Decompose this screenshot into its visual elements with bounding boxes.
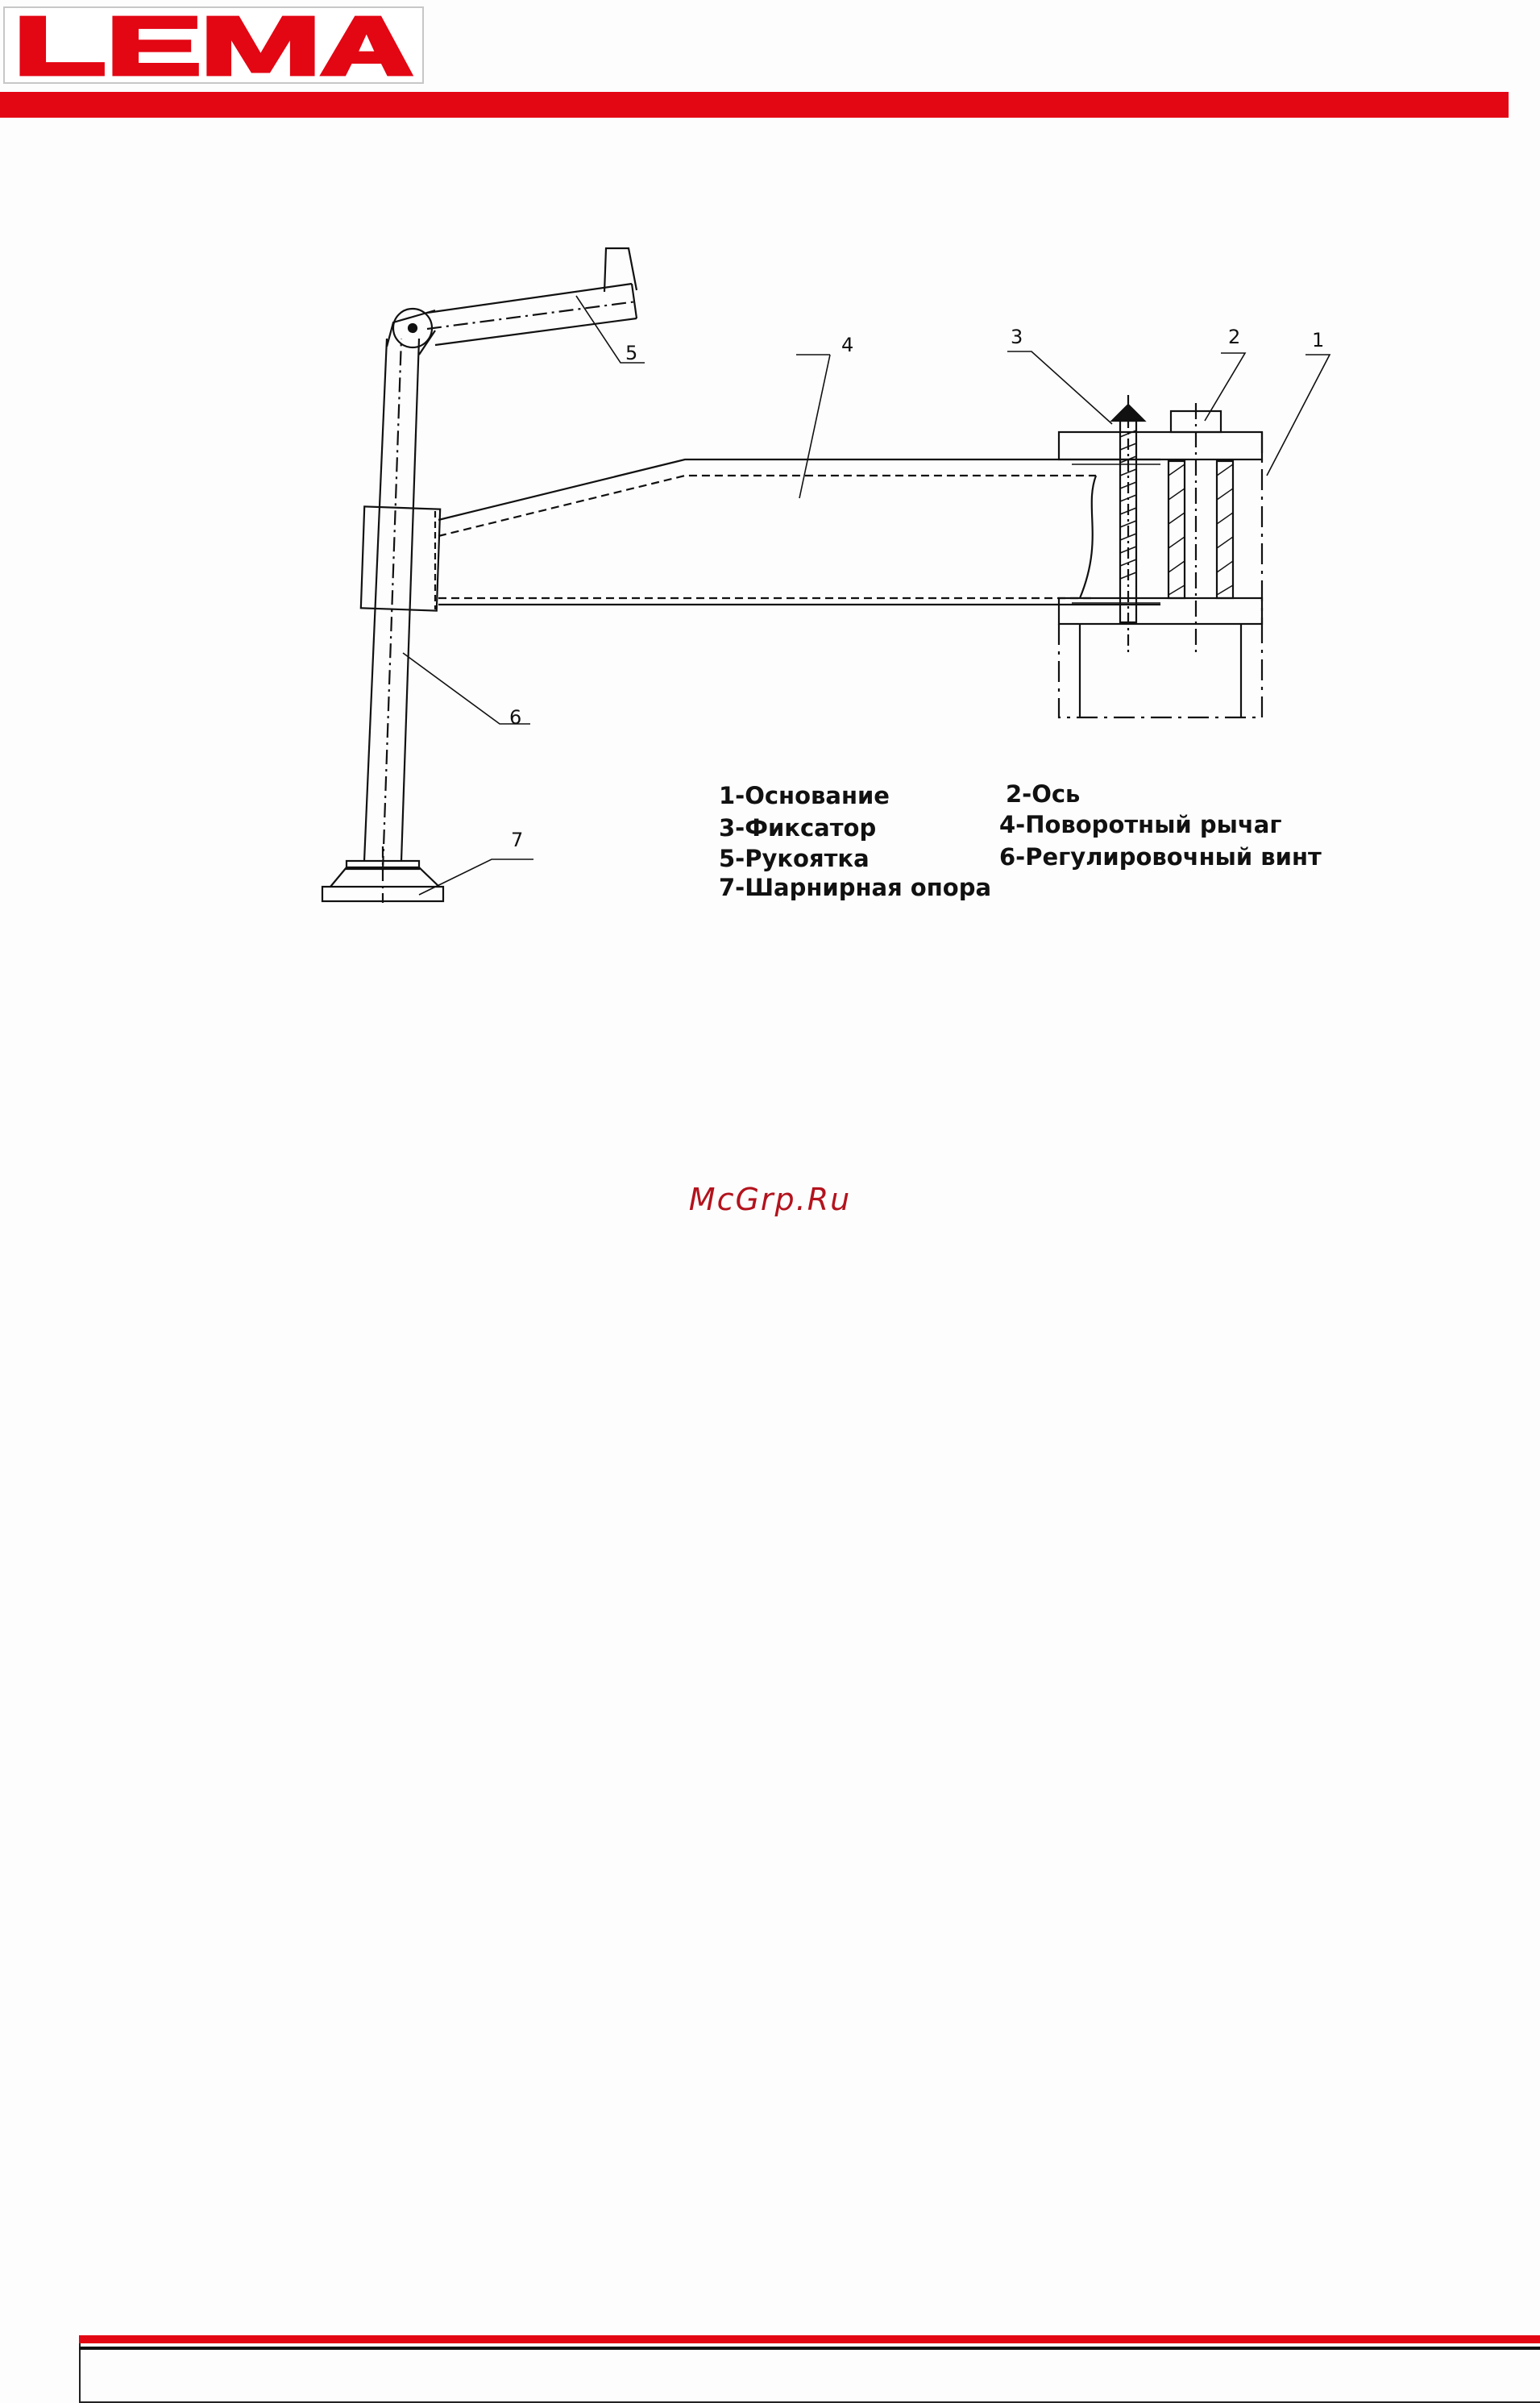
header-red-bar bbox=[0, 92, 1509, 118]
callout-2: 2 bbox=[1228, 326, 1241, 348]
legend-item-2: 2-Ось bbox=[1006, 780, 1081, 808]
callout-5: 5 bbox=[625, 342, 638, 364]
footer-black-line bbox=[79, 2347, 1540, 2350]
callout-6: 6 bbox=[509, 706, 522, 729]
legend-item-6: 6-Регулировочный винт bbox=[999, 843, 1322, 871]
callout-7: 7 bbox=[511, 829, 524, 851]
legend-item-5: 5-Рукоятка bbox=[719, 845, 870, 872]
callout-4: 4 bbox=[841, 334, 854, 356]
legend-item-1: 1-Основание bbox=[719, 782, 890, 809]
legend-item-4: 4-Поворотный рычаг bbox=[999, 811, 1282, 838]
callout-3: 3 bbox=[1011, 326, 1023, 348]
legend-item-7: 7-Шарнирная опора bbox=[719, 874, 992, 901]
lema-logo bbox=[3, 6, 424, 84]
watermark-text: McGrp.Ru bbox=[688, 1182, 852, 1217]
lema-logo-graphic bbox=[5, 8, 422, 82]
footer-box bbox=[79, 2335, 1540, 2403]
callout-1: 1 bbox=[1312, 329, 1325, 351]
legend-item-3: 3-Фиксатор bbox=[719, 814, 877, 842]
footer-red-line bbox=[79, 2335, 1540, 2343]
